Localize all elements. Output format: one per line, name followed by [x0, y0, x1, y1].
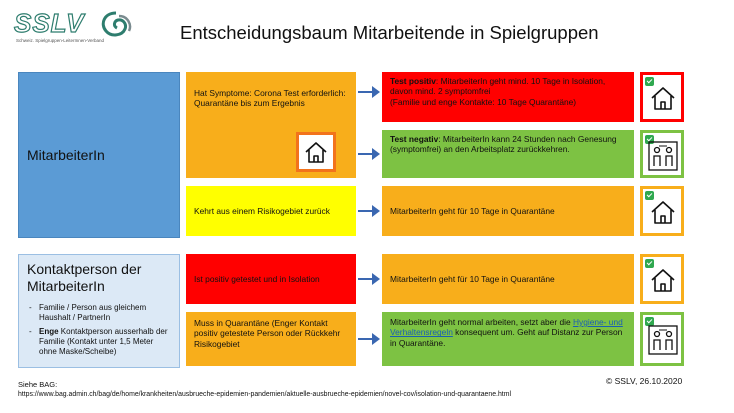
positive-isolation-box [186, 254, 356, 304]
normal-work-text: MitarbeiterIn geht normal arbeiten, setzt aber die [390, 317, 573, 327]
risk-area-text: Kehrt aus einem Risikogebiet zurück [194, 205, 330, 216]
source-label: Siehe BAG: [18, 380, 58, 389]
arrow-icon [358, 205, 380, 217]
employee-box [18, 72, 180, 238]
symptoms-text: Hat Symptome: Corona Test erforderlich: Quarantäne bis zum Ergebnis [194, 88, 346, 109]
house-icon [646, 195, 680, 229]
test-positive-box [382, 72, 634, 122]
hygiene-rules-link[interactable]: Hygiene- und Verhaltensregeln [390, 317, 623, 338]
employee-label: MitarbeiterIn [27, 146, 105, 163]
symptoms-box [186, 72, 356, 178]
arrow-icon [358, 333, 380, 345]
quarantine-text: Muss in Quarantäne (Enger Kontakt positiv getestete Person oder Rückkehr Risikogebiet [194, 318, 341, 349]
contact-positive-icon-frame [640, 254, 684, 304]
swirl-icon [98, 10, 134, 40]
house-icon [299, 135, 333, 169]
test-negative-text: Test negativ: MitarbeiterIn kann 24 Stunden nach Genesung (symptomfrei) an den Arbeitsplatz zurückkehren. [390, 134, 617, 155]
symptoms-house-frame [296, 132, 336, 172]
normal-work-text-end: konsequent um. Geht auf Distanz zur Person in Quarantäne. [390, 327, 623, 348]
normal-work-box [382, 312, 634, 366]
contact-person-title: Kontaktperson der MitarbeiterIn [27, 261, 142, 294]
contact-positive-outcome-box [382, 254, 634, 304]
arrow-icon [358, 148, 380, 160]
test-negative-icon-frame [640, 130, 684, 178]
list-item: - Enge Kontaktperson ausserhalb der Familie (Kontakt unter 1,5 Meter ohne Maske/Scheibe) [27, 327, 171, 357]
risk-outcome-box [382, 186, 634, 236]
risk-outcome-text: MitarbeiterIn geht für 10 Tage in Quarantäne [390, 205, 555, 216]
test-positive-text: Test positiv: MitarbeiterIn geht mind. 10 Tage in Isolation, davon mind. 2 symptomfrei [390, 76, 606, 97]
test-positive-family-text: (Familie und enge Kontakte: 10 Tage Quarantäne) [390, 96, 577, 107]
source-url[interactable]: https://www.bag.admin.ch/bag/de/home/krankheiten/ausbrueche-epidemien-pandemien/aktuelle-ausbrueche-epidemien/novel-cov/isolation-und-quarantaene.html [18, 391, 511, 398]
arrow-icon [358, 86, 380, 98]
test-positive-icon-frame [640, 72, 684, 122]
house-icon [646, 81, 680, 115]
risk-area-box [186, 186, 356, 236]
risk-outcome-icon-frame [640, 186, 684, 236]
contact-person-list [27, 303, 171, 357]
copyright: © SSLV, 26.10.2020 [606, 376, 683, 386]
arrow-icon [358, 273, 380, 285]
normal-work-icon-frame [640, 312, 684, 366]
house-icon [646, 263, 680, 297]
list-item: - Familie / Person aus gleichem Haushalt / PartnerIn [27, 303, 171, 323]
contact-positive-outcome-text: MitarbeiterIn geht für 10 Tage in Quarantäne [390, 273, 555, 284]
positive-isolation-text: Ist positiv getestet und in Isolation [194, 273, 320, 284]
test-negative-box [382, 130, 634, 178]
distance-icon [646, 323, 680, 357]
page-title: Entscheidungsbaum Mitarbeitende in Spielgruppen [180, 22, 599, 43]
sslv-logo [14, 10, 134, 46]
logo-subtitle: Schweiz. Spielgruppen-LeiterInnen-Verband [16, 38, 105, 43]
contact-person-box [18, 254, 180, 368]
logo-text: SSLV [14, 8, 85, 38]
distance-icon [646, 139, 680, 173]
quarantine-box [186, 312, 356, 366]
